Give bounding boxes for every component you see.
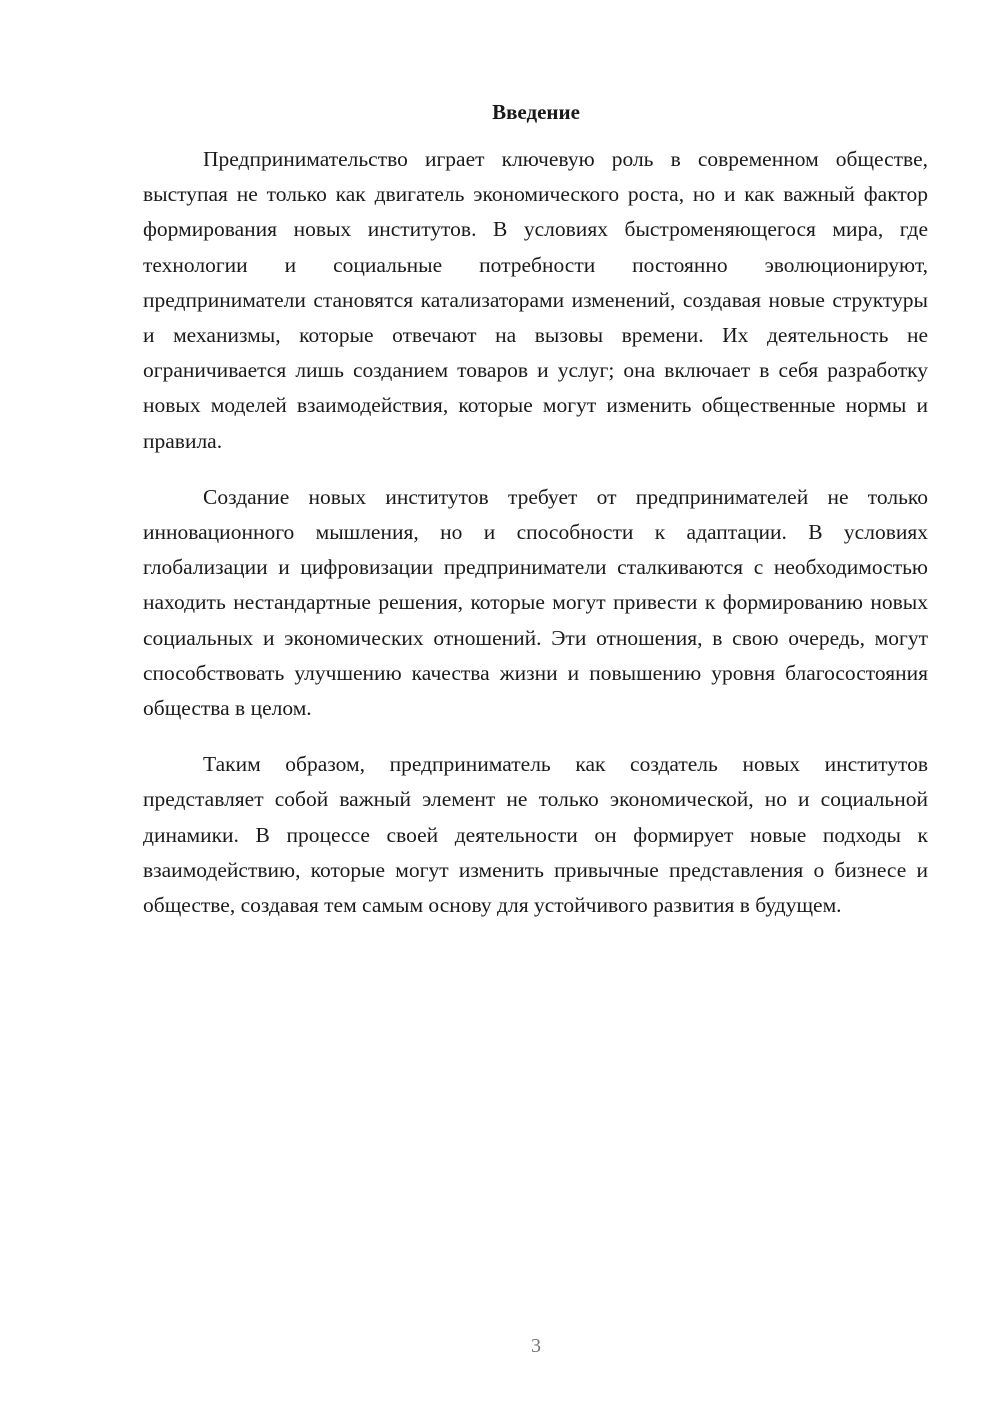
- paragraph-3: Таким образом, предприниматель как создатель новых институтов представляет собой важный элемент не только экономической, но и социальной динамики. В процессе своей деятельности он формирует новые подходы к взаимодействию, которые могут изменить привычные представления о бизнесе и обществе, создавая тем самым основу для устойчивого развития в будущем.: [143, 752, 928, 918]
- paragraph-2: Создание новых институтов требует от предпринимателей не только инновационного мышления, но и способности к адаптации. В условиях глобализации и цифровизации предприниматели сталкиваются с необходимостью находить нестандартные решения, которые могут привести к формированию новых социальных и экономических отношений. Эти отношения, в свою очередь, могут способствовать улучшению качества жизни и повышению уровня благосостояния общества в целом.: [143, 484, 928, 721]
- body-text: [143, 142, 928, 944]
- page-number: 3: [531, 1335, 541, 1357]
- section-heading: Введение: [492, 100, 580, 124]
- paragraph-1: Предпринимательство играет ключевую роль в современном обществе, выступая не только как двигатель экономического роста, но и как важный фактор формирования новых институтов. В условиях быстроменяющегося мира, где технологии и социальные потребности постоянно эволюционируют, предприниматели становятся катализаторами изменений, создавая новые структуры и механизмы, которые отвечают на вызовы времени. Их деятельность не ограничивается лишь созданием товаров и услуг; она включает в себя разработку новых моделей взаимодействия, которые могут изменить общественные нормы и правила.: [143, 147, 928, 453]
